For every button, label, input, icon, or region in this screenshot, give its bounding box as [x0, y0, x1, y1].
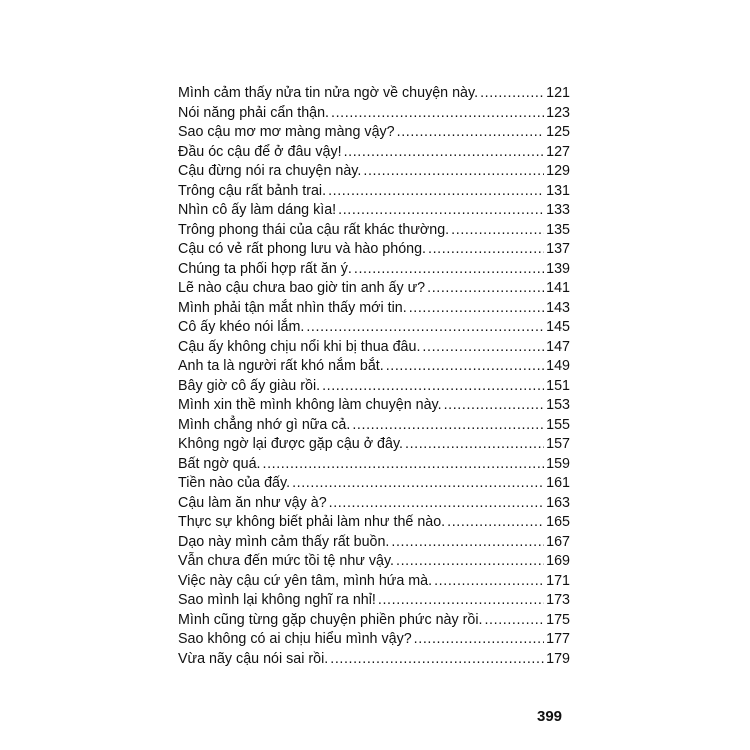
toc-entry: [178, 104, 570, 124]
toc-entry: [178, 338, 570, 358]
toc-entry-page: 143: [546, 299, 570, 316]
toc-entry-title: Dạo này mình cảm thấy rất buồn.: [178, 533, 390, 550]
toc-entry-title: Cậu ấy không chịu nổi khi bị thua đâu.: [178, 338, 421, 355]
toc-entry-title: Cậu đừng nói ra chuyện này.: [178, 163, 362, 179]
dot-leader: [330, 650, 544, 670]
toc-entry: [178, 513, 570, 533]
dot-leader: [444, 396, 544, 416]
toc-entry: [178, 182, 570, 202]
toc-entry-title: Anh ta là người rất khó nắm bắt.: [178, 358, 384, 374]
toc-entry: [178, 279, 570, 299]
toc-entry: [178, 630, 570, 650]
toc-entry-title: Cậu làm ăn như vậy à?: [178, 494, 327, 511]
toc-entry-title: Nói năng phải cẩn thận.: [178, 104, 330, 121]
dot-leader: [396, 552, 544, 572]
dot-leader: [263, 455, 544, 475]
toc-entry: [178, 260, 570, 280]
toc-entry-title: Nhìn cô ấy làm dáng kìa!: [178, 202, 337, 218]
toc-entry-page: 131: [546, 182, 570, 199]
toc-entry-page: 149: [546, 358, 570, 374]
toc-entry-title: Cậu có vẻ rất phong lưu và hào phóng.: [178, 241, 427, 257]
toc-entry: [178, 162, 570, 182]
toc-entry-title: Mình chẳng nhớ gì nữa cả.: [178, 416, 351, 433]
dot-leader: [427, 279, 544, 299]
toc-entry: [178, 474, 570, 494]
toc-entry: [178, 221, 570, 241]
toc-entry-title: Tiền nào của đấy.: [178, 475, 291, 491]
toc-entry: [178, 533, 570, 553]
toc-entry: [178, 123, 570, 143]
toc-entry-page: 173: [546, 592, 570, 608]
dot-leader: [397, 123, 544, 143]
toc-entry-title: Mình cũng từng gặp chuyện phiền phức này rồi.: [178, 611, 483, 628]
toc-entry-page: 175: [546, 611, 570, 628]
dot-leader: [422, 338, 544, 358]
toc-entry-page: 147: [546, 338, 570, 355]
toc-entry-title: Đầu óc cậu để ở đâu vậy!: [178, 143, 342, 160]
dot-leader: [451, 221, 544, 241]
toc-entry-title: Mình cảm thấy nửa tin nửa ngờ về chuyện này.: [178, 85, 479, 101]
dot-leader: [409, 299, 544, 319]
dot-leader: [292, 474, 544, 494]
toc-entry: [178, 143, 570, 163]
toc-entry: [178, 611, 570, 631]
toc-entry-title: Việc này cậu cứ yên tâm, mình hứa mà.: [178, 572, 433, 589]
dot-leader: [378, 591, 544, 611]
toc-entry-page: 145: [546, 319, 570, 335]
table-of-contents: [178, 84, 570, 669]
toc-entry: [178, 552, 570, 572]
toc-entry-title: Sao cậu mơ mơ màng màng vậy?: [178, 124, 395, 140]
page-number: 399: [537, 708, 563, 725]
dot-leader: [428, 240, 544, 260]
toc-entry-title: Chúng ta phối hợp rất ăn ý.: [178, 260, 352, 277]
dot-leader: [405, 435, 544, 455]
toc-entry-page: 153: [546, 397, 570, 413]
toc-entry: [178, 318, 570, 338]
toc-entry: [178, 377, 570, 397]
toc-entry-title: Mình phải tận mắt nhìn thấy mới tin.: [178, 299, 407, 316]
toc-entry: [178, 396, 570, 416]
toc-entry: [178, 299, 570, 319]
dot-leader: [338, 201, 544, 221]
dot-leader: [447, 513, 544, 533]
toc-entry-title: Mình xin thề mình không làm chuyện này.: [178, 397, 442, 413]
toc-entry: [178, 650, 570, 670]
toc-entry: [178, 455, 570, 475]
toc-entry-title: Thực sự không biết phải làm như thế nào.: [178, 514, 446, 530]
toc-entry-title: Bất ngờ quá.: [178, 455, 261, 472]
toc-entry-page: 165: [546, 514, 570, 530]
toc-entry: [178, 572, 570, 592]
toc-entry-page: 121: [546, 85, 570, 101]
dot-leader: [386, 357, 544, 377]
toc-entry-page: 125: [546, 124, 570, 140]
toc-entry-title: Trông cậu rất bảnh trai.: [178, 182, 327, 199]
toc-entry-page: 161: [546, 475, 570, 491]
dot-leader: [352, 416, 544, 436]
toc-entry-page: 177: [546, 631, 570, 647]
toc-entry-page: 135: [546, 221, 570, 238]
toc-entry-page: 141: [546, 280, 570, 296]
toc-entry-page: 137: [546, 241, 570, 257]
toc-entry-page: 127: [546, 143, 570, 160]
toc-entry-title: Sao không có ai chịu hiểu mình vậy?: [178, 631, 412, 647]
toc-entry: [178, 591, 570, 611]
toc-entry: [178, 416, 570, 436]
toc-entry-page: 179: [546, 650, 570, 667]
toc-entry: [178, 201, 570, 221]
dot-leader: [331, 104, 544, 124]
toc-entry-page: 159: [546, 455, 570, 472]
toc-entry-page: 139: [546, 260, 570, 277]
dot-leader: [434, 572, 544, 592]
toc-entry-title: Lẽ nào cậu chưa bao giờ tin anh ấy ư?: [178, 280, 426, 296]
dot-leader: [363, 162, 544, 182]
toc-entry: [178, 357, 570, 377]
dot-leader: [484, 611, 544, 631]
toc-entry-title: Trông phong thái của cậu rất khác thường.: [178, 221, 450, 238]
toc-entry-title: Vẫn chưa đến mức tồi tệ như vậy.: [178, 553, 395, 569]
dot-leader: [328, 182, 544, 202]
toc-entry-page: 171: [546, 572, 570, 589]
toc-entry-title: Không ngờ lại được gặp cậu ở đây.: [178, 436, 404, 452]
dot-leader: [480, 84, 544, 104]
dot-leader: [414, 630, 544, 650]
dot-leader: [391, 533, 544, 553]
toc-entry-page: 151: [546, 377, 570, 394]
toc-entry-title: Cô ấy khéo nói lắm.: [178, 319, 305, 335]
toc-entry-page: 155: [546, 416, 570, 433]
dot-leader: [354, 260, 544, 280]
toc-entry-page: 163: [546, 494, 570, 511]
toc-entry-page: 157: [546, 436, 570, 452]
toc-entry-page: 169: [546, 553, 570, 569]
toc-entry-page: 129: [546, 163, 570, 179]
dot-leader: [322, 377, 544, 397]
dot-leader: [344, 143, 544, 163]
toc-entry: [178, 435, 570, 455]
toc-entry-page: 123: [546, 104, 570, 121]
toc-entry-title: Bây giờ cô ấy giàu rồi.: [178, 377, 321, 394]
toc-entry-page: 133: [546, 202, 570, 218]
dot-leader: [306, 318, 544, 338]
toc-entry: [178, 84, 570, 104]
toc-entry: [178, 240, 570, 260]
toc-entry-title: Sao mình lại không nghĩ ra nhỉ!: [178, 592, 376, 608]
toc-entry-page: 167: [546, 533, 570, 550]
toc-entry: [178, 494, 570, 514]
dot-leader: [329, 494, 544, 514]
toc-entry-title: Vừa nãy cậu nói sai rồi.: [178, 650, 329, 667]
